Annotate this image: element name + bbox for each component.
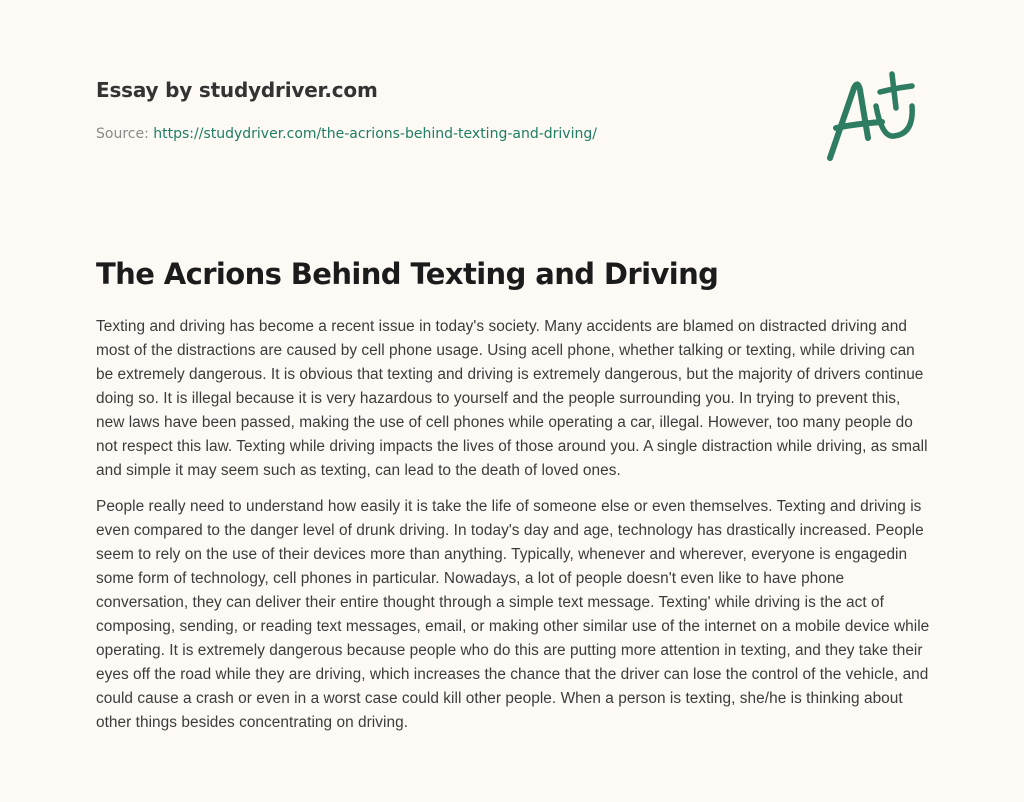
source-label: Source: [96, 126, 154, 142]
source-link[interactable]: https://studydriver.com/the-acrions-behind-texting-and-driving/ [153, 126, 597, 142]
site-header [96, 76, 928, 104]
essay-title: The Acrions Behind Texting and Driving [96, 257, 719, 291]
a-plus-grade-icon [820, 66, 930, 166]
essay-paragraph-1: Texting and driving has become a recent issue in today's society. Many accidents are blamed on distracted driving and most of the distractions are caused by cell phone usage. Using acell phone, whether talking or texting, while driving can be extremely dangerous. It is obvious that texting and driving is extremely dangerous, but the majority of drivers continue doing so. It is illegal because it is very hazardous to yourself and the people surrounding you. In trying to prevent this, new laws have been passed, making the use of cell phones while operating a car, illegal. However, too many people do not respect this law. Texting while driving impacts the lives of those around you. A single distraction while driving, as small and simple it may seem such as texting, can lead to the death of loved ones. [96, 318, 928, 479]
source-line [96, 124, 597, 144]
essay-body [96, 315, 932, 747]
site-title: Essay by studydriver.com [96, 78, 378, 102]
essay-paragraph-2: People really need to understand how easily it is take the life of someone else or even themselves. Texting and driving is even compared to the danger level of drunk driving. In today's day and age, technology has drastically increased. People seem to rely on the use of their devices more than anything. Typically, whenever and wherever, everyone is engagedin some form of technology, cell phones in particular. Nowadays, a lot of people doesn't even like to have phone conversation, they can deliver their entire thought through a simple text message. Texting' while driving is the act of composing, sending, or reading text messages, email, or making other similar use of the internet on a mobile device while operating. It is extremely dangerous because people who do this are putting more attention in texting, and they take their eyes off the road while they are driving, which increases the chance that the driver can lose the control of the vehicle, and could cause a crash or even in a worst case could kill other people. When a person is texting, she/he is thinking about other things besides concentrating on driving. [96, 498, 930, 731]
